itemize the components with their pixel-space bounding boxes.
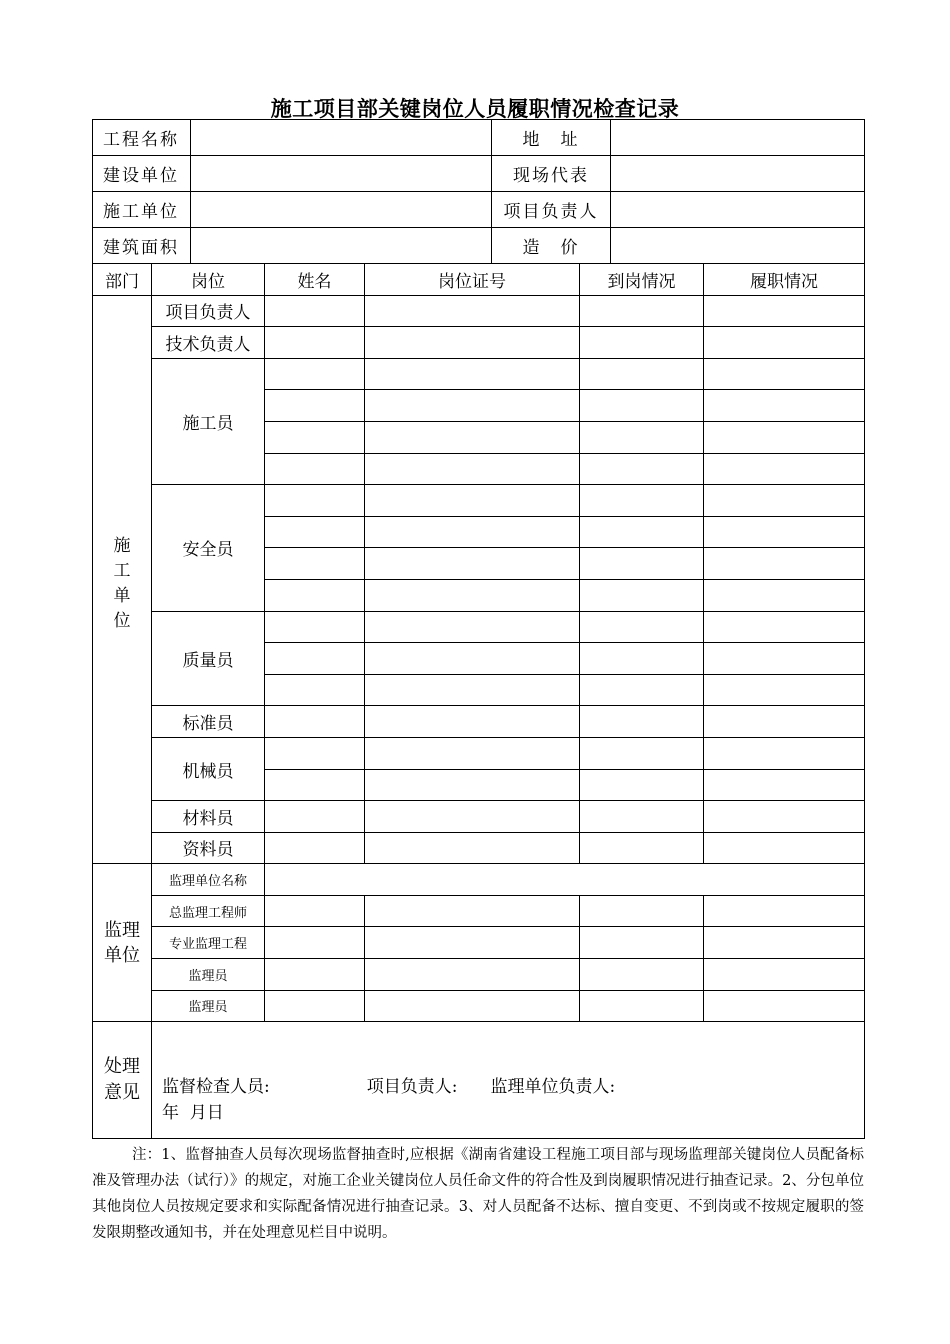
attendance-cell[interactable]: [580, 485, 704, 517]
table-row: [93, 801, 865, 833]
cert-cell[interactable]: [365, 706, 580, 738]
area-label: 建筑面积: [93, 228, 191, 264]
name-cell[interactable]: [265, 611, 365, 643]
role-supervisor: 监理员: [152, 959, 265, 991]
cert-cell[interactable]: [365, 832, 580, 864]
cert-cell[interactable]: [365, 327, 580, 359]
name-cell[interactable]: [265, 453, 365, 485]
table-row: [93, 358, 865, 390]
cert-cell[interactable]: [365, 927, 580, 959]
personnel-table: [92, 263, 865, 1139]
header-dept: 部门: [93, 264, 152, 296]
builder-field[interactable]: [191, 156, 492, 192]
role-machinery-officer: 机械员: [152, 737, 265, 800]
name-cell[interactable]: [265, 674, 365, 706]
name-cell[interactable]: [265, 990, 365, 1022]
table-row: [93, 706, 865, 738]
project-lead-label: 项目负责人: [492, 192, 611, 228]
contractor-field[interactable]: [191, 192, 492, 228]
builder-label: 建设单位: [93, 156, 191, 192]
attendance-cell[interactable]: [580, 706, 704, 738]
supervisor-company-field[interactable]: [265, 864, 865, 896]
header-cert: 岗位证号: [365, 264, 580, 296]
cert-cell[interactable]: [365, 579, 580, 611]
table-row: [93, 895, 865, 927]
performance-cell[interactable]: [704, 769, 865, 801]
footnote: 注：1、监督抽查人员每次现场监督抽查时,应根据《湖南省建设工程施工项目部与现场监理部关键岗位人员配备标准及管理办法（试行）》的规定，对施工企业关键岗位人员任命文件的符合性及到岗履职情况进行抽查记录。2、分包单位其他岗位人员按规定要求和实际配备情况进行抽查记录。3、对人员配备不达标、擅自变更、不到岗或不按规定履职的签发限期整改通知书，并在处理意见栏目中说明。: [92, 1147, 864, 1241]
name-cell[interactable]: [265, 485, 365, 517]
project-name-field[interactable]: [191, 120, 492, 156]
role-materials-officer: 材料员: [152, 801, 265, 833]
project-info-table: [92, 119, 865, 264]
performance-cell[interactable]: [704, 895, 865, 927]
name-cell[interactable]: [265, 516, 365, 548]
role-chief-supervisor: 总监理工程师: [152, 895, 265, 927]
attendance-cell[interactable]: [580, 643, 704, 675]
performance-cell[interactable]: [704, 453, 865, 485]
cert-cell[interactable]: [365, 421, 580, 453]
performance-cell[interactable]: [704, 295, 865, 327]
name-cell[interactable]: [265, 548, 365, 580]
attendance-cell[interactable]: [580, 927, 704, 959]
name-cell[interactable]: [265, 643, 365, 675]
attendance-cell[interactable]: [580, 453, 704, 485]
cert-cell[interactable]: [365, 295, 580, 327]
contractor-label: 施工单位: [93, 192, 191, 228]
table-row: [93, 295, 865, 327]
performance-cell[interactable]: [704, 516, 865, 548]
cert-cell[interactable]: [365, 358, 580, 390]
address-field[interactable]: [611, 120, 865, 156]
role-safety-officer: 安全员: [152, 485, 265, 611]
performance-cell[interactable]: [704, 548, 865, 580]
role-records-officer: 资料员: [152, 832, 265, 864]
inspector-label: 监督检查人员:: [162, 1077, 270, 1098]
attendance-cell[interactable]: [580, 548, 704, 580]
cert-cell[interactable]: [365, 516, 580, 548]
header-role: 岗位: [152, 264, 265, 296]
performance-cell[interactable]: [704, 358, 865, 390]
cert-cell[interactable]: [365, 548, 580, 580]
name-cell[interactable]: [265, 832, 365, 864]
table-row: [93, 927, 865, 959]
performance-cell[interactable]: [704, 421, 865, 453]
header-name: 姓名: [265, 264, 365, 296]
attendance-cell[interactable]: [580, 990, 704, 1022]
performance-cell[interactable]: [704, 674, 865, 706]
cert-cell[interactable]: [365, 737, 580, 769]
role-constructor: 施工员: [152, 358, 265, 484]
dept-construction: 施 工 单 位: [93, 295, 152, 864]
header-performance: 履职情况: [704, 264, 865, 296]
project-lead-sign-label: 项目负责人:: [366, 1077, 458, 1098]
name-cell[interactable]: [265, 959, 365, 991]
name-cell[interactable]: [265, 295, 365, 327]
attendance-cell[interactable]: [580, 358, 704, 390]
performance-cell[interactable]: [704, 832, 865, 864]
attendance-cell[interactable]: [580, 295, 704, 327]
table-row: [93, 959, 865, 991]
role-project-lead: 项目负责人: [152, 295, 265, 327]
performance-cell[interactable]: [704, 927, 865, 959]
attendance-cell[interactable]: [580, 611, 704, 643]
project-name-label: 工程名称: [93, 120, 191, 156]
role-tech-lead: 技术负责人: [152, 327, 265, 359]
name-cell[interactable]: [265, 895, 365, 927]
attendance-cell[interactable]: [580, 390, 704, 422]
attendance-cell[interactable]: [580, 769, 704, 801]
name-cell[interactable]: [265, 390, 365, 422]
name-cell[interactable]: [265, 358, 365, 390]
cert-cell[interactable]: [365, 643, 580, 675]
cert-cell[interactable]: [365, 453, 580, 485]
project-lead-field[interactable]: [611, 192, 865, 228]
site-rep-label: 现场代表: [492, 156, 611, 192]
table-row: [93, 485, 865, 517]
name-cell[interactable]: [265, 801, 365, 833]
cert-cell[interactable]: [365, 801, 580, 833]
performance-cell[interactable]: [704, 390, 865, 422]
performance-cell[interactable]: [704, 801, 865, 833]
attendance-cell[interactable]: [580, 959, 704, 991]
name-cell[interactable]: [265, 737, 365, 769]
table-row: [93, 611, 865, 643]
performance-cell[interactable]: [704, 643, 865, 675]
name-cell[interactable]: [265, 927, 365, 959]
table-row: [93, 832, 865, 864]
handling-opinion-field[interactable]: [152, 1022, 865, 1139]
role-quality-officer: 质量员: [152, 611, 265, 706]
role-supervisor-company: 监理单位名称: [152, 864, 265, 896]
handling-label: 处理 意见: [93, 1022, 152, 1139]
performance-cell[interactable]: [704, 706, 865, 738]
name-cell[interactable]: [265, 327, 365, 359]
performance-cell[interactable]: [704, 327, 865, 359]
attendance-cell[interactable]: [580, 327, 704, 359]
address-label: 地 址: [492, 120, 611, 156]
table-row: [93, 990, 865, 1022]
attendance-cell[interactable]: [580, 737, 704, 769]
header-attendance: 到岗情况: [580, 264, 704, 296]
name-cell[interactable]: [265, 421, 365, 453]
attendance-cell[interactable]: [580, 895, 704, 927]
name-cell[interactable]: [265, 706, 365, 738]
date-line: 年 月日: [162, 1103, 224, 1124]
attendance-cell[interactable]: [580, 516, 704, 548]
supervisor-lead-sign-label: 监理单位负责人:: [490, 1077, 616, 1098]
cert-cell[interactable]: [365, 990, 580, 1022]
performance-cell[interactable]: [704, 990, 865, 1022]
role-supervisor: 监理员: [152, 990, 265, 1022]
signature-line: [162, 1074, 864, 1100]
performance-cell[interactable]: [704, 737, 865, 769]
site-rep-field[interactable]: [611, 156, 865, 192]
cert-cell[interactable]: [365, 485, 580, 517]
role-specialty-supervisor: 专业监理工程: [152, 927, 265, 959]
table-header-row: [93, 264, 865, 296]
role-standards-officer: 标准员: [152, 706, 265, 738]
attendance-cell[interactable]: [580, 801, 704, 833]
attendance-cell[interactable]: [580, 421, 704, 453]
cert-cell[interactable]: [365, 895, 580, 927]
cert-cell[interactable]: [365, 959, 580, 991]
table-row: [93, 327, 865, 359]
dept-supervision: 监理 单位: [93, 864, 152, 1022]
performance-cell[interactable]: [704, 611, 865, 643]
table-row: [93, 864, 865, 896]
cert-cell[interactable]: [365, 611, 580, 643]
cost-field[interactable]: [611, 228, 865, 264]
name-cell[interactable]: [265, 579, 365, 611]
performance-cell[interactable]: [704, 959, 865, 991]
table-row: [93, 737, 865, 769]
attendance-cell[interactable]: [580, 579, 704, 611]
cert-cell[interactable]: [365, 769, 580, 801]
page-title: 施工项目部关键岗位人员履职情况检查记录: [270, 97, 680, 121]
performance-cell[interactable]: [704, 579, 865, 611]
cert-cell[interactable]: [365, 674, 580, 706]
cert-cell[interactable]: [365, 390, 580, 422]
name-cell[interactable]: [265, 769, 365, 801]
handling-row: [93, 1022, 865, 1139]
attendance-cell[interactable]: [580, 832, 704, 864]
area-field[interactable]: [191, 228, 492, 264]
attendance-cell[interactable]: [580, 674, 704, 706]
cost-label: 造 价: [492, 228, 611, 264]
performance-cell[interactable]: [704, 485, 865, 517]
